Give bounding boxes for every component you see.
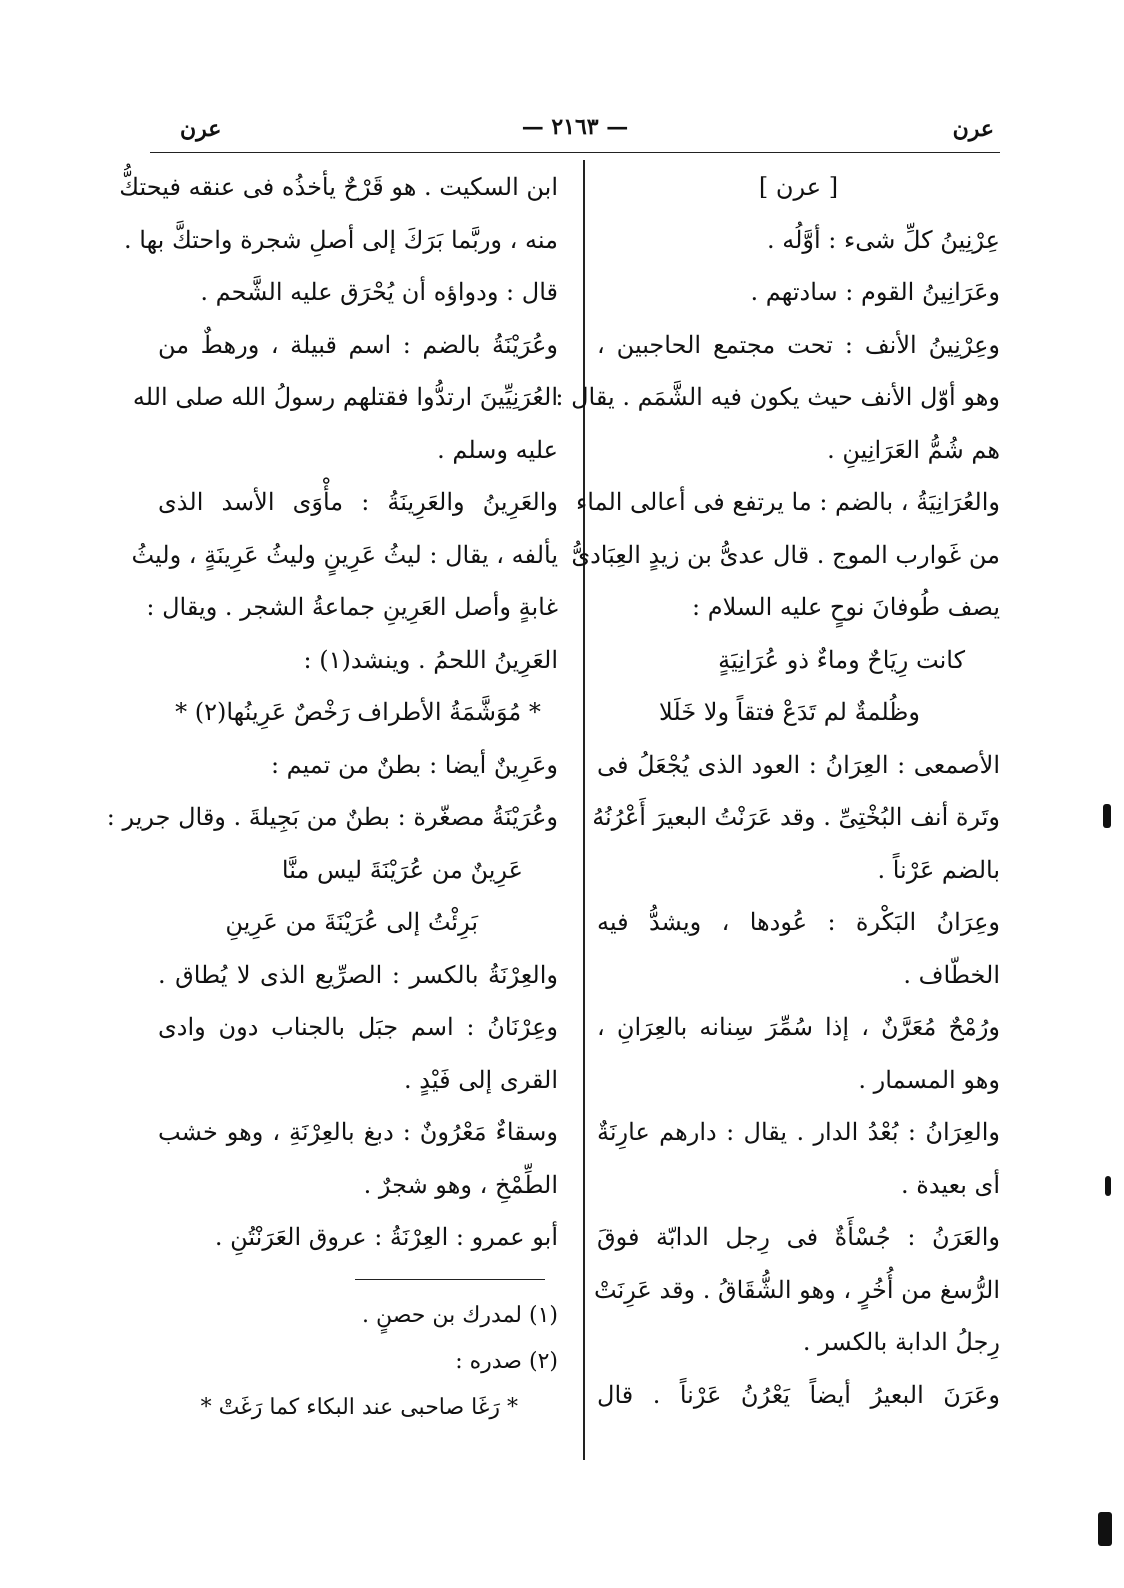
- verse-line: * مُوَشَّمَةُ الأطراف رَخْصٌ عَرِينُها(٢) *: [175, 698, 541, 726]
- footnotes: [158, 1293, 558, 1431]
- text-line: يصف طُوفانَ نوحٍ عليه السلام :: [692, 593, 1000, 621]
- text-line: وهو أوّل الأنف حيث يكون فيه الشَّمَم . يقال :: [555, 383, 1000, 411]
- footnote: (٢) صدره :: [455, 1349, 558, 1374]
- verse-line: كانت رِيَاحٌ وماءٌ ذو عُرَانِيَةٍ: [718, 645, 965, 674]
- text-line: وعُرَيْنَةُ بالضم : اسم قبيلة ، ورهطٌ من: [158, 330, 558, 359]
- text-line: أى بعيدة .: [900, 1170, 1000, 1199]
- text-line: وعُرَيْنَةُ مصغّرة : بطنٌ من بَجِيلةَ . وقال جرير :: [106, 803, 558, 831]
- text-line: وعَرَانِينُ القوم : سادتهم .: [750, 278, 1000, 306]
- text-line: رِجلُ الدابة بالكسر .: [802, 1328, 1000, 1356]
- text-line: القرى إلى فَيْدٍ .: [404, 1065, 558, 1094]
- footnote: * رَغَا صاحبى عند البكاء كما رَغَتْ *: [200, 1395, 518, 1420]
- header-root-word-left: عرن: [180, 116, 222, 142]
- text-line: يألفه ، يقال : ليثُ عَرِينٍ وليثُ عَرِينَةٍ ، وليثُ: [131, 540, 558, 569]
- text-line: بالضم عَرْناً .: [877, 855, 1000, 884]
- text-line: وعِرْنَانُ : اسم جبَل بالجناب دون وادى: [158, 1013, 558, 1041]
- verse-line: وظُلمةٌ لم تَدَعْ فتقاً ولا خَلَلا: [659, 698, 920, 726]
- text-line: والعِرَانُ : بُعْدُ الدار . يقال : دارهم عارِنَةٌ: [597, 1118, 1000, 1146]
- text-line: الخطّاف .: [903, 960, 1000, 989]
- text-line: غابةٍ وأصل العَرِينِ جماعةُ الشجر . ويقال :: [146, 593, 558, 621]
- page-number: — ٢١٦٣ —: [521, 114, 629, 140]
- text-line: الأصمعى : العِرَانُ : العود الذى يُجْعَلُ فى: [597, 750, 1000, 779]
- text-line: ابن السكيت . هو قَرْحٌ يأخذُه فى عنقه فيحتكُّ: [119, 173, 558, 201]
- text-line: ورُمْحٌ مُعَرَّنٌ ، إذا سُمِّرَ سِنانه بالعِرَانِ ،: [597, 1013, 1000, 1041]
- text-line: أبو عمرو : العِرْنَةُ : عروق العَرَنْتُنِ .: [214, 1223, 558, 1251]
- left-column: [106, 161, 558, 1264]
- text-line: والعَرِينُ والعَرِينَةُ : مأْوَى الأسد الذى: [158, 488, 558, 516]
- text-line: عِرْنِينُ كلِّ شىء : أوَّلُه .: [766, 225, 1000, 254]
- text-line: الطِّمْخِ ، وهو شجرٌ .: [363, 1170, 558, 1199]
- entry-heading: [ عرن ]: [758, 173, 839, 201]
- text-line: والعُرَانِيَةُ ، بالضم : ما يرتفع فى أعالى الماء: [575, 488, 1000, 516]
- scan-mark: [1103, 804, 1111, 828]
- text-line: هم شُمُّ العَرَانِينِ .: [827, 435, 1000, 464]
- text-line: عليه وسلم .: [437, 435, 558, 464]
- text-line: وعَرِينٌ أيضا : بطنٌ من تميم :: [270, 750, 558, 779]
- text-line: وهو المسمار .: [858, 1065, 1000, 1094]
- text-line: والعَرَنُ : جُسْأَةٌ فى رِجل الدابّة فوقَ: [597, 1223, 1000, 1251]
- text-line: منه ، وربَّما بَرَكَ إلى أصلِ شجرة واحتكَّ بها .: [124, 225, 558, 254]
- text-line: والعِرْنَةُ بالكسر : الصرِّيع الذى لا يُطاق .: [158, 960, 558, 989]
- text-line: قال : ودواؤه أن يُحْرَق عليه الشَّحم .: [200, 278, 558, 306]
- text-line: وعَرَنَ البعيرُ أيضاً يَعْرُنُ عَرْناً . قال: [597, 1380, 1000, 1409]
- header-root-word-right: عرن: [952, 116, 994, 142]
- text-line: الرُّسغ من أُخُرٍ ، وهو الشُّقَاقُ . وقد عَرِنَتْ: [594, 1275, 1000, 1304]
- column-divider: [583, 160, 585, 1460]
- text-line: وعِرَانُ البَكْرة : عُودها ، ويشدُّ فيه: [597, 908, 1000, 936]
- verse-line: عَرِينٌ من عُرَيْنَةَ ليس منَّا: [281, 855, 523, 884]
- text-line: العُرَنِيِّينَ ارتدُّوا فقتلهم رسولُ الله صلى الله: [132, 383, 558, 411]
- footnote-rule: [355, 1279, 545, 1280]
- scan-mark: [1105, 1176, 1111, 1196]
- text-line: وعِرْنِينُ الأنف : تحت مجتمع الحاجبين ،: [597, 330, 1000, 359]
- page-header: [150, 112, 1000, 153]
- text-line: العَرِينُ اللحمُ . وينشد(١) :: [303, 645, 558, 674]
- text-line: وسقاءٌ مَعْرُونٌ : دبغ بالعِرْنَةِ ، وهو خشب: [158, 1118, 558, 1146]
- right-column: [555, 161, 1000, 1421]
- footnote: (١) لمدرك بن حصنٍ .: [362, 1303, 558, 1328]
- verse-line: بَرِئْتُ إلى عُرَيْنَةَ من عَرِينِ: [225, 908, 478, 936]
- text-line: وتَرة أنف البُخْتِىِّ . وقد عَرَنْتُ البعيرَ أَعْرُنُهُ: [592, 803, 1000, 831]
- scan-mark: [1098, 1512, 1112, 1546]
- text-line: من غَوارب الموج . قال عدىُّ بن زيدٍ العِبَادىُّ: [571, 540, 1000, 569]
